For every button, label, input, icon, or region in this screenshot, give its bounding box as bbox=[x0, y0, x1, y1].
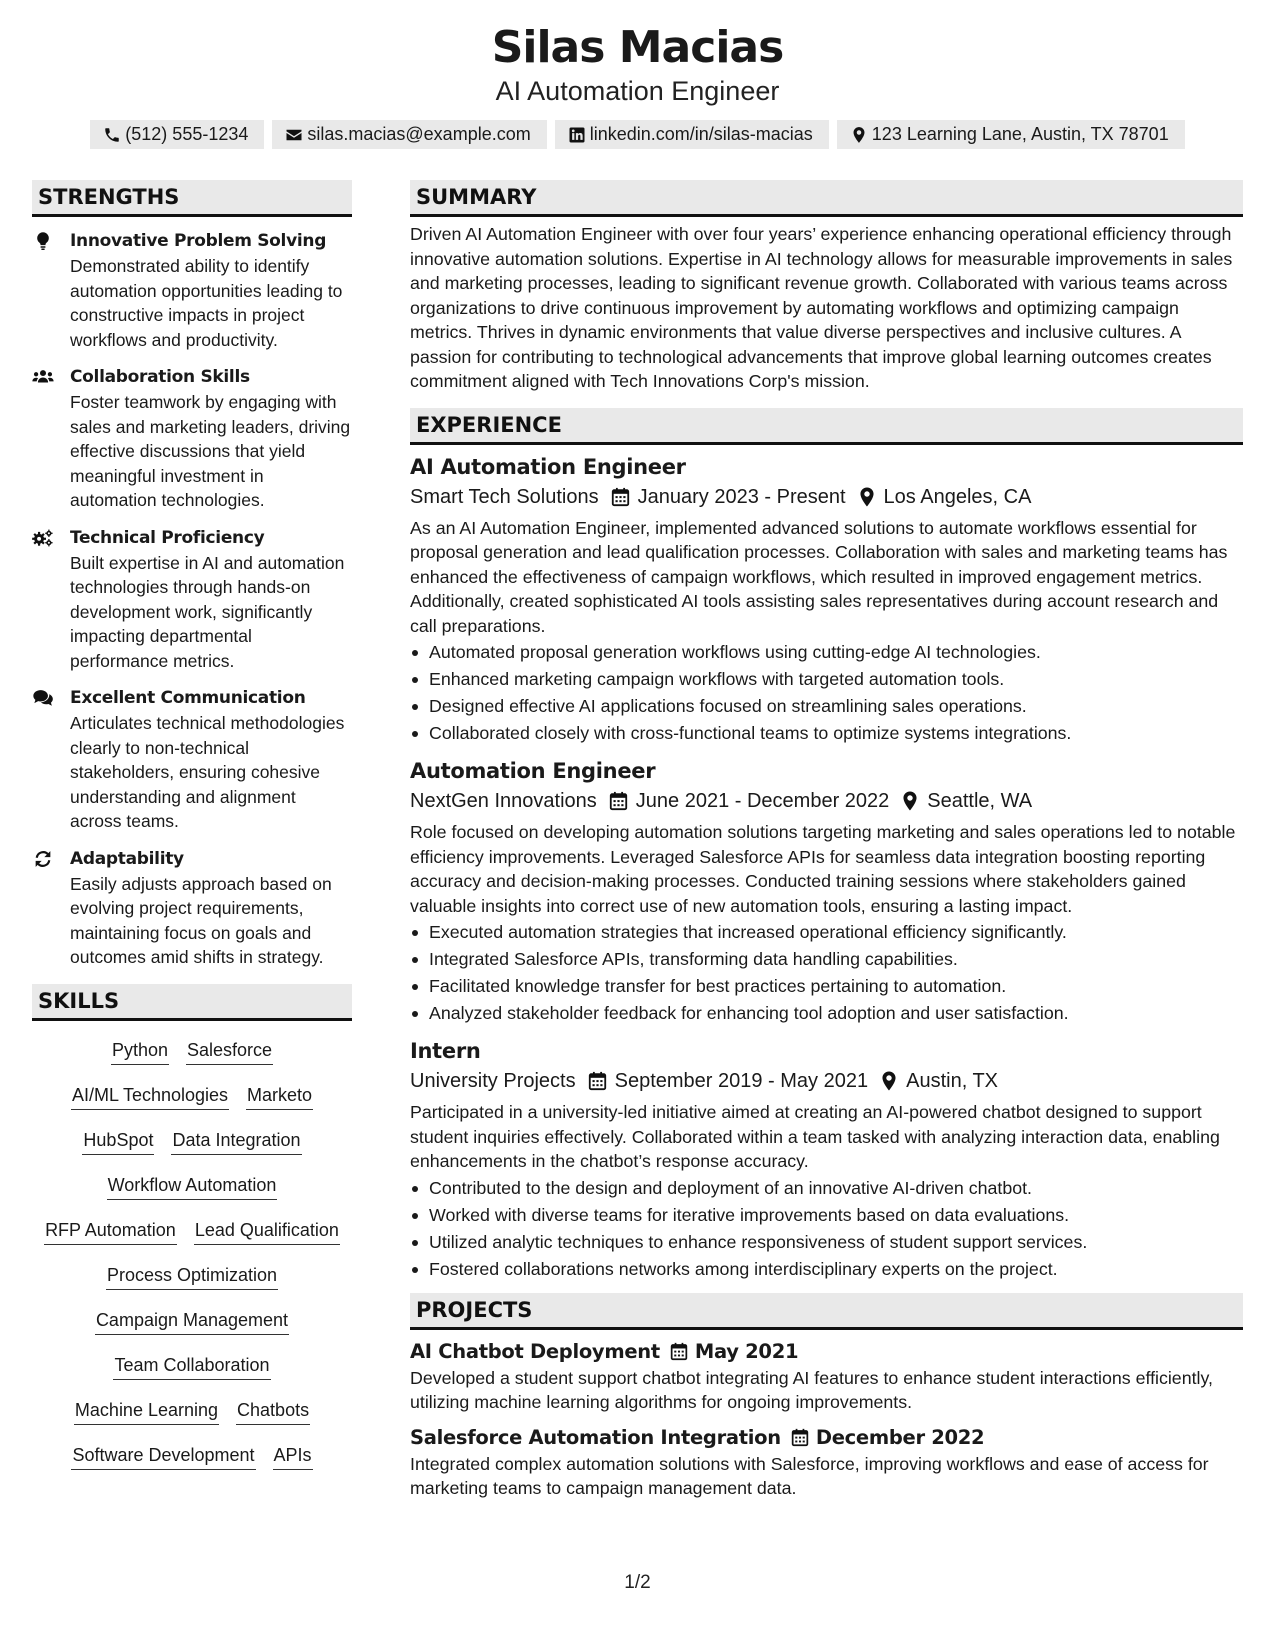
job-entry bbox=[410, 453, 1243, 748]
projects-heading: PROJECTS bbox=[410, 1293, 1243, 1330]
project-entry bbox=[410, 1338, 1243, 1415]
strengths-list bbox=[32, 229, 352, 970]
job-bullet: Automated proposal generation workflows using cutting-edge AI technologies. bbox=[410, 639, 1243, 666]
strength-title: Collaboration Skills bbox=[70, 367, 250, 387]
job-bullet: Utilized analytic techniques to enhance responsiveness of student support services. bbox=[410, 1229, 1243, 1256]
job-title: Automation Engineer bbox=[410, 759, 656, 783]
job-entry bbox=[410, 757, 1243, 1027]
skill-tag: Data Integration bbox=[171, 1128, 301, 1155]
envelope-icon bbox=[285, 126, 303, 144]
job-bullets bbox=[410, 1175, 1243, 1283]
summary-text: Driven AI Automation Engineer with over four years’ experience enhancing operational efficiency through innovative automation solutions. Expertise in AI technology allows for measurable improvements in sales and marketing processes, leading to significant revenue growth. Collaborated with various teams across organizations to drive continuous improvement by automating workflows and optimizing campaign metrics. Thrives in dynamic environments that value diverse perspectives and inclusive cultures. A passion for contributing to technological advancements that improve global learning outcomes creates commitment aligned with Tech Innovations Corp's mission. bbox=[410, 224, 1233, 391]
strength-title: Excellent Communication bbox=[70, 688, 306, 708]
skills-list bbox=[32, 1029, 352, 1479]
job-title: AI Automation Engineer bbox=[410, 454, 686, 479]
job-bullet: Analyzed stakeholder feedback for enhancing tool adoption and user satisfaction. bbox=[410, 1000, 1243, 1027]
strength-item bbox=[32, 229, 352, 352]
sync-icon bbox=[32, 849, 54, 869]
strength-item bbox=[32, 526, 352, 674]
strength-text: Articulates technical methodologies clearly to non-technical stakeholders, ensuring cohesive understanding and alignment across teams. bbox=[70, 713, 345, 831]
job-bullet: Integrated Salesforce APIs, transforming data handling capabilities. bbox=[410, 946, 1243, 973]
job-meta bbox=[410, 786, 1243, 816]
job-dates: September 2019 - May 2021 bbox=[614, 1070, 869, 1092]
calendar-icon bbox=[588, 1071, 607, 1091]
experience-heading: EXPERIENCE bbox=[410, 408, 1243, 445]
project-title: AI Chatbot Deployment bbox=[410, 1339, 660, 1363]
job-bullet: Contributed to the design and deployment of an innovative AI-driven chatbot. bbox=[410, 1175, 1243, 1202]
skill-tag: Campaign Management bbox=[95, 1308, 289, 1335]
strength-text: Foster teamwork by engaging with sales and marketing leaders, driving effective discussions that yield meaningful investment in automation technologies. bbox=[70, 392, 351, 510]
skill-row bbox=[32, 1164, 352, 1209]
phone-icon bbox=[103, 126, 121, 144]
skill-row bbox=[32, 1254, 352, 1299]
candidate-role: AI Automation Engineer bbox=[495, 76, 780, 106]
job-bullet: Collaborated closely with cross-functional teams to optimize systems integrations. bbox=[410, 720, 1243, 747]
job-location: Austin, TX bbox=[906, 1070, 999, 1092]
cogs-icon bbox=[32, 528, 54, 548]
skill-tag: Machine Learning bbox=[74, 1398, 219, 1425]
calendar-icon bbox=[791, 1428, 809, 1447]
skill-row bbox=[32, 1119, 352, 1164]
contact-address bbox=[837, 120, 1185, 149]
skill-row bbox=[32, 1029, 352, 1074]
skill-row bbox=[32, 1344, 352, 1389]
strength-item bbox=[32, 365, 352, 513]
skill-tag: Salesforce bbox=[186, 1038, 273, 1065]
contact-phone[interactable] bbox=[90, 120, 264, 149]
strength-text: Built expertise in AI and automation technologies through hands-on development work, significantly impacting departmental performance metrics. bbox=[70, 552, 345, 671]
skill-tag: Python bbox=[111, 1038, 169, 1065]
job-description: As an AI Automation Engineer, implemented advanced solutions to automate workflows essential for proposal generation and lead qualification processes. Collaboration with sales and marketing teams has enhanced the effectiveness of campaign workflows, which resulted in improved engagement metrics. Additionally, created sophisticated AI tools assisting sales representatives during account research and call preparations. bbox=[410, 517, 1228, 636]
summary-heading: SUMMARY bbox=[410, 180, 1243, 217]
skill-tag: Software Development bbox=[71, 1443, 255, 1470]
skill-row bbox=[32, 1074, 352, 1119]
job-description: Participated in a university-led initiative aimed at creating an AI-powered chatbot designed to support student inquiries effectively. Collaborated within a team tasked with analyzing interaction data, enabling enhancements in the chatbot’s response accuracy. bbox=[410, 1102, 1220, 1171]
job-meta bbox=[410, 482, 1243, 512]
job-bullet: Executed automation strategies that increased operational efficiency significantly. bbox=[410, 919, 1243, 946]
job-dates: January 2023 - Present bbox=[637, 485, 846, 508]
project-title: Salesforce Automation Integration bbox=[410, 1425, 781, 1449]
map-marker-icon bbox=[902, 791, 918, 811]
contact-linkedin[interactable] bbox=[555, 120, 829, 149]
job-company: University Projects bbox=[410, 1070, 576, 1092]
contact-linkedin-text: linkedin.com/in/silas-macias bbox=[589, 124, 813, 144]
job-bullet: Worked with diverse teams for iterative improvements based on data evaluations. bbox=[410, 1202, 1243, 1229]
skill-tag: AI/ML Technologies bbox=[71, 1083, 229, 1110]
strength-title: Technical Proficiency bbox=[70, 527, 265, 548]
skill-tag: Lead Qualification bbox=[194, 1218, 340, 1245]
strength-item bbox=[32, 847, 352, 970]
comments-icon bbox=[32, 688, 54, 708]
skill-tag: Process Optimization bbox=[106, 1263, 278, 1290]
contact-email-text: silas.macias@example.com bbox=[307, 124, 531, 144]
skill-tag: APIs bbox=[273, 1443, 313, 1470]
project-header bbox=[410, 1424, 1243, 1452]
project-date: May 2021 bbox=[694, 1339, 799, 1363]
skill-tag: RFP Automation bbox=[44, 1218, 177, 1245]
strength-title: Innovative Problem Solving bbox=[70, 231, 327, 251]
contact-address-text: 123 Learning Lane, Austin, TX 78701 bbox=[871, 124, 1169, 144]
users-icon bbox=[32, 367, 54, 387]
experience-section bbox=[410, 408, 1243, 1283]
job-meta bbox=[410, 1066, 1243, 1096]
calendar-icon bbox=[609, 791, 628, 811]
skill-tag: Team Collaboration bbox=[113, 1353, 270, 1380]
skill-row bbox=[32, 1209, 352, 1254]
skill-tag: HubSpot bbox=[82, 1128, 154, 1155]
projects-section bbox=[410, 1293, 1243, 1501]
project-description: Developed a student support chatbot integrating AI features to enhance student interactions efficiently, utilizing machine learning algorithms for ongoing improvements. bbox=[410, 1367, 1213, 1412]
lightbulb-icon bbox=[32, 231, 54, 251]
resume-header bbox=[0, 0, 1275, 149]
candidate-name: Silas Macias bbox=[491, 22, 784, 73]
skill-tag: Marketo bbox=[246, 1083, 313, 1110]
skill-row bbox=[32, 1299, 352, 1344]
job-location: Seattle, WA bbox=[927, 790, 1033, 812]
job-bullet: Facilitated knowledge transfer for best practices pertaining to automation. bbox=[410, 973, 1243, 1000]
left-column bbox=[32, 180, 352, 1479]
contact-email[interactable] bbox=[272, 120, 546, 149]
strength-text: Demonstrated ability to identify automation opportunities leading to constructive impacts in project workflows and productivity. bbox=[70, 256, 343, 350]
job-entry bbox=[410, 1037, 1243, 1283]
job-bullet: Designed effective AI applications focused on streamlining sales operations. bbox=[410, 693, 1243, 720]
contact-phone-text: (512) 555-1234 bbox=[125, 124, 249, 144]
job-bullet: Enhanced marketing campaign workflows with targeted automation tools. bbox=[410, 666, 1243, 693]
calendar-icon bbox=[611, 487, 630, 507]
job-bullet: Fostered collaborations networks among interdisciplinary experts on the project. bbox=[410, 1256, 1243, 1283]
job-dates: June 2021 - December 2022 bbox=[635, 790, 890, 812]
skill-row bbox=[32, 1434, 352, 1479]
strength-item bbox=[32, 686, 352, 834]
map-marker-icon bbox=[859, 487, 875, 507]
strength-title: Adaptability bbox=[70, 848, 184, 869]
project-header bbox=[410, 1338, 1243, 1366]
job-bullets bbox=[410, 919, 1243, 1027]
job-location: Los Angeles, CA bbox=[883, 485, 1032, 508]
project-date: December 2022 bbox=[815, 1425, 985, 1449]
project-description: Integrated complex automation solutions with Salesforce, improving workflows and ease of access for marketing teams to campaign management data. bbox=[410, 1453, 1209, 1498]
project-entry bbox=[410, 1424, 1243, 1501]
skill-tag: Workflow Automation bbox=[107, 1173, 278, 1200]
map-marker-icon bbox=[850, 126, 868, 144]
right-column bbox=[410, 180, 1243, 1501]
map-marker-icon bbox=[881, 1071, 897, 1091]
skills-heading: SKILLS bbox=[32, 984, 352, 1021]
strengths-heading: STRENGTHS bbox=[32, 180, 352, 217]
job-description: Role focused on developing automation solutions targeting marketing and sales operations led to notable efficiency improvements. Leveraged Salesforce APIs for seamless data integration boosting reporting accuracy and decision-making processes. Conducted training sessions where stakeholders gained valuable insights into correct use of new automation tools, ensuring a lasting impact. bbox=[410, 822, 1236, 916]
page-number: 1/2 bbox=[624, 1572, 651, 1593]
job-company: Smart Tech Solutions bbox=[410, 485, 599, 508]
skill-tag: Chatbots bbox=[236, 1398, 310, 1425]
contact-bar bbox=[0, 120, 1275, 149]
skill-row bbox=[32, 1389, 352, 1434]
job-company: NextGen Innovations bbox=[410, 790, 597, 812]
job-title: Intern bbox=[410, 1039, 481, 1063]
job-bullets bbox=[410, 639, 1243, 747]
strength-text: Easily adjusts approach based on evolving project requirements, maintaining focus on goals and outcomes amid shifts in strategy. bbox=[70, 873, 332, 967]
calendar-icon bbox=[670, 1342, 688, 1361]
linkedin-icon bbox=[568, 126, 586, 144]
